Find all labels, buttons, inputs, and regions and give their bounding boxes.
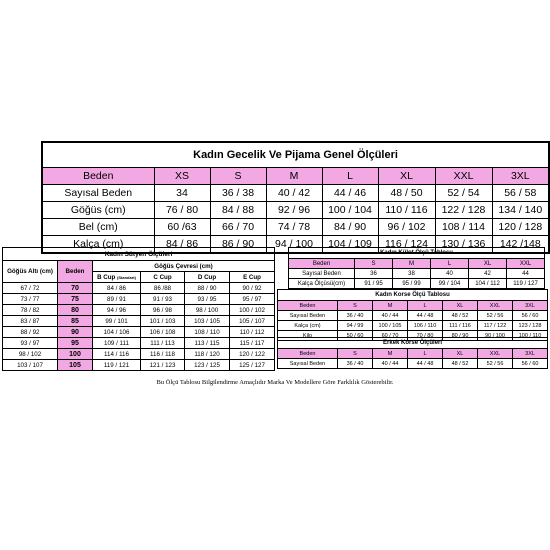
table-cell: 123 / 125 bbox=[185, 360, 230, 371]
table-row bbox=[3, 294, 275, 305]
table-cell: 121 / 123 bbox=[141, 360, 185, 371]
table-cell: 104 / 112 bbox=[469, 279, 507, 289]
header-cell: M bbox=[373, 301, 408, 311]
table-row bbox=[42, 219, 549, 236]
table-cell: 103 / 105 bbox=[185, 316, 230, 327]
table-cell: 56 / 60 bbox=[513, 311, 548, 321]
table-cell: 108 / 114 bbox=[435, 219, 492, 236]
table-cell: 119 / 121 bbox=[93, 360, 141, 371]
header-cell: L bbox=[431, 259, 469, 269]
table-row bbox=[3, 360, 275, 371]
table-cell: 89 / 91 bbox=[93, 294, 141, 305]
header-cell: L bbox=[408, 301, 443, 311]
table-cell: 99 / 104 bbox=[431, 279, 469, 289]
header-cell: S bbox=[338, 301, 373, 311]
table-cell: 36 bbox=[355, 269, 393, 279]
size-cell: 95 bbox=[58, 338, 93, 349]
table-cell: 48 / 50 bbox=[378, 185, 435, 202]
table-cell: 101 / 103 bbox=[141, 316, 185, 327]
cup-header: E Cup bbox=[230, 272, 275, 283]
table-cell: 93 / 97 bbox=[3, 338, 58, 349]
size-cell: 90 bbox=[58, 327, 93, 338]
table-cell: 106 / 108 bbox=[141, 327, 185, 338]
table-header-row bbox=[289, 259, 545, 269]
row-label: Sayısal Beden bbox=[289, 269, 355, 279]
table-cell: 111 / 113 bbox=[141, 338, 185, 349]
table-cell: 76 / 80 bbox=[154, 202, 210, 219]
table-cell: 48 / 52 bbox=[443, 311, 478, 321]
header-cell: Beden bbox=[42, 168, 154, 185]
table-cell: 44 / 48 bbox=[408, 311, 443, 321]
cup-header: D Cup bbox=[185, 272, 230, 283]
table-cell: 125 / 127 bbox=[230, 360, 275, 371]
table-cell: 74 / 78 bbox=[266, 219, 322, 236]
table-cell: 66 / 70 bbox=[210, 219, 266, 236]
table-cell: 116 / 124 bbox=[378, 236, 435, 254]
table-cell: 93 / 95 bbox=[185, 294, 230, 305]
table-cell: 73 / 77 bbox=[3, 294, 58, 305]
row-label: Kalça Ölçüsü(cm) bbox=[289, 279, 355, 289]
table-cell: 91 / 93 bbox=[141, 294, 185, 305]
size-cell: 80 bbox=[58, 305, 93, 316]
table-cell: 98 / 102 bbox=[3, 349, 58, 360]
table-cell: 40 / 44 bbox=[373, 359, 408, 369]
table-cell: 60 / 70 bbox=[373, 331, 408, 341]
table-cell: 113 / 115 bbox=[185, 338, 230, 349]
cup-header: B Cup (Standart) bbox=[93, 272, 141, 283]
header-cell: XXL bbox=[507, 259, 545, 269]
header-cell: Beden bbox=[278, 301, 338, 311]
table-cell: 80 / 90 bbox=[443, 331, 478, 341]
header-cell: XL bbox=[443, 301, 478, 311]
table-cell: 48 / 52 bbox=[443, 359, 478, 369]
table-cell: 95 / 99 bbox=[393, 279, 431, 289]
table-title: Kadın Külot Ölçü Tablosu bbox=[289, 248, 545, 259]
row-label: Sayısal Beden bbox=[278, 311, 338, 321]
header-cell: XS bbox=[154, 168, 210, 185]
row-label: Bel (cm) bbox=[42, 219, 154, 236]
header-cell: Beden bbox=[278, 349, 338, 359]
table-row bbox=[3, 305, 275, 316]
table-row bbox=[3, 349, 275, 360]
table-row bbox=[42, 202, 549, 219]
row-label: Sayısal Beden bbox=[42, 185, 154, 202]
table-cell: 94 / 100 bbox=[266, 236, 322, 254]
row-label: Kalça (cm) bbox=[42, 236, 154, 254]
header-cell: Beden bbox=[289, 259, 355, 269]
table-title: Erkek Korse Ölçüleri bbox=[278, 338, 548, 349]
table-cell: 92 / 96 bbox=[266, 202, 322, 219]
table-cell: 118 / 120 bbox=[185, 349, 230, 360]
disclaimer-note: Bu Ölçü Tablosu Bilgilendirme Amaçlıdır Marka Ve Modellere Göre Farklılık Gösterebilir. bbox=[156, 379, 394, 386]
table-cell: 52 / 56 bbox=[478, 359, 513, 369]
table-cell: 56 / 60 bbox=[513, 359, 548, 369]
table-cell: 95 / 97 bbox=[230, 294, 275, 305]
table-header-row bbox=[278, 301, 548, 311]
table-title: Kadın Korse Ölçü Tablosu bbox=[278, 290, 548, 301]
table-cell: 103 / 107 bbox=[3, 360, 58, 371]
header-cell: S bbox=[338, 349, 373, 359]
table-row bbox=[289, 269, 545, 279]
table-title: Kadın Gecelik Ve Pijama Genel Ölçüleri bbox=[42, 142, 549, 168]
table-cell: 104 / 109 bbox=[322, 236, 378, 254]
header-cell: 3XL bbox=[513, 349, 548, 359]
table-cell: 110 / 112 bbox=[230, 327, 275, 338]
table-cell: 114 / 116 bbox=[93, 349, 141, 360]
table-header-row bbox=[42, 168, 549, 185]
header-cell: L bbox=[322, 168, 378, 185]
table-cell: 119 / 127 bbox=[507, 279, 545, 289]
nightgown-size-table bbox=[41, 141, 550, 254]
table-cell: 40 bbox=[431, 269, 469, 279]
table-cell: 94 / 99 bbox=[338, 321, 373, 331]
header-cell: S bbox=[210, 168, 266, 185]
header-cell: XXL bbox=[435, 168, 492, 185]
cup-header: C Cup bbox=[141, 272, 185, 283]
table-cell: 116 / 118 bbox=[141, 349, 185, 360]
table-cell: 88 / 92 bbox=[3, 327, 58, 338]
header-cell: XXL bbox=[478, 349, 513, 359]
table-row bbox=[278, 311, 548, 321]
header-cell: 3XL bbox=[513, 301, 548, 311]
mens-corset-size-table bbox=[277, 337, 548, 369]
table-cell: 84 / 88 bbox=[210, 202, 266, 219]
table-row bbox=[278, 359, 548, 369]
header-cell: XL bbox=[443, 349, 478, 359]
table-title: Kadın Sütyen Ölçüleri bbox=[3, 248, 275, 261]
size-cell: 70 bbox=[58, 283, 93, 294]
table-cell: 91 / 95 bbox=[355, 279, 393, 289]
table-cell: 100 / 110 bbox=[513, 331, 548, 341]
bust-group-header: Göğüs Çevresi (cm) bbox=[93, 261, 275, 272]
table-cell: 60 /63 bbox=[154, 219, 210, 236]
table-cell: 122 / 128 bbox=[435, 202, 492, 219]
table-cell: 130 / 136 bbox=[435, 236, 492, 254]
table-cell: 100 / 104 bbox=[322, 202, 378, 219]
table-cell: 44 / 48 bbox=[408, 359, 443, 369]
table-cell: 134 / 140 bbox=[492, 202, 549, 219]
table-cell: 36 / 38 bbox=[210, 185, 266, 202]
table-cell: 106 / 110 bbox=[408, 321, 443, 331]
table-cell: 96 / 98 bbox=[141, 305, 185, 316]
table-cell: 78 / 82 bbox=[3, 305, 58, 316]
header-cell: L bbox=[408, 349, 443, 359]
header-cell: XXL bbox=[478, 301, 513, 311]
row-label: Göğüs (cm) bbox=[42, 202, 154, 219]
table-cell: 104 / 106 bbox=[93, 327, 141, 338]
table-cell: 67 / 72 bbox=[3, 283, 58, 294]
table-cell: 86 / 90 bbox=[210, 236, 266, 254]
table-cell: 100 / 105 bbox=[373, 321, 408, 331]
table-cell: 40 / 42 bbox=[266, 185, 322, 202]
table-row bbox=[3, 283, 275, 294]
table-cell: 52 / 56 bbox=[478, 311, 513, 321]
table-row bbox=[3, 316, 275, 327]
table-cell: 100 / 102 bbox=[230, 305, 275, 316]
table-cell: 56 / 58 bbox=[492, 185, 549, 202]
row-label: Kalça (cm) bbox=[278, 321, 338, 331]
size-cell: 100 bbox=[58, 349, 93, 360]
header-cell: XL bbox=[469, 259, 507, 269]
panty-size-table bbox=[288, 247, 545, 289]
header-cell: M bbox=[393, 259, 431, 269]
table-cell: 108 / 110 bbox=[185, 327, 230, 338]
table-cell: 40 / 44 bbox=[373, 311, 408, 321]
table-cell: 109 / 111 bbox=[93, 338, 141, 349]
table-header-row bbox=[278, 349, 548, 359]
table-cell: 117 / 122 bbox=[478, 321, 513, 331]
table-cell: 105 / 107 bbox=[230, 316, 275, 327]
size-cell: 105 bbox=[58, 360, 93, 371]
table-cell: 120 / 122 bbox=[230, 349, 275, 360]
header-cell: S bbox=[355, 259, 393, 269]
table-cell: 90 / 100 bbox=[478, 331, 513, 341]
table-cell: 110 / 116 bbox=[378, 202, 435, 219]
table-cell: 44 / 46 bbox=[322, 185, 378, 202]
table-cell: 98 / 100 bbox=[185, 305, 230, 316]
bra-size-table bbox=[2, 247, 275, 371]
table-cell: 52 / 54 bbox=[435, 185, 492, 202]
header-cell: M bbox=[266, 168, 322, 185]
table-cell: 123 / 128 bbox=[513, 321, 548, 331]
table-cell: 34 bbox=[154, 185, 210, 202]
corset-size-table bbox=[277, 289, 548, 341]
table-row bbox=[42, 185, 549, 202]
table-cell: 120 / 128 bbox=[492, 219, 549, 236]
header-cell: XL bbox=[378, 168, 435, 185]
table-cell: 90 / 92 bbox=[230, 283, 275, 294]
table-cell: 84 / 90 bbox=[322, 219, 378, 236]
row-label: Sayısal Beden bbox=[278, 359, 338, 369]
table-cell: 84 / 86 bbox=[154, 236, 210, 254]
table-row bbox=[3, 338, 275, 349]
table-cell: 111 / 116 bbox=[443, 321, 478, 331]
table-cell: 50 / 60 bbox=[338, 331, 373, 341]
table-cell: 44 bbox=[507, 269, 545, 279]
table-cell: 86 /88 bbox=[141, 283, 185, 294]
header-cell: 3XL bbox=[492, 168, 549, 185]
table-cell: 36 / 40 bbox=[338, 359, 373, 369]
table-row bbox=[289, 279, 545, 289]
underbust-header: Göğüs Altı (cm) bbox=[3, 261, 58, 283]
header-cell: M bbox=[373, 349, 408, 359]
table-cell: 99 / 101 bbox=[93, 316, 141, 327]
table-cell: 94 / 96 bbox=[93, 305, 141, 316]
table-cell: 83 / 87 bbox=[3, 316, 58, 327]
table-cell: 96 / 102 bbox=[378, 219, 435, 236]
table-cell: 36 / 40 bbox=[338, 311, 373, 321]
table-row bbox=[3, 327, 275, 338]
table-cell: 115 / 117 bbox=[230, 338, 275, 349]
table-cell: 38 bbox=[393, 269, 431, 279]
size-cell: 85 bbox=[58, 316, 93, 327]
table-cell: 142 /148 bbox=[492, 236, 549, 254]
table-cell: 42 bbox=[469, 269, 507, 279]
row-label: Kilo bbox=[278, 331, 338, 341]
size-header: Beden bbox=[58, 261, 93, 283]
table-cell: 84 / 86 bbox=[93, 283, 141, 294]
table-cell: 70 / 80 bbox=[408, 331, 443, 341]
size-cell: 75 bbox=[58, 294, 93, 305]
table-row bbox=[278, 321, 548, 331]
table-cell: 88 / 90 bbox=[185, 283, 230, 294]
